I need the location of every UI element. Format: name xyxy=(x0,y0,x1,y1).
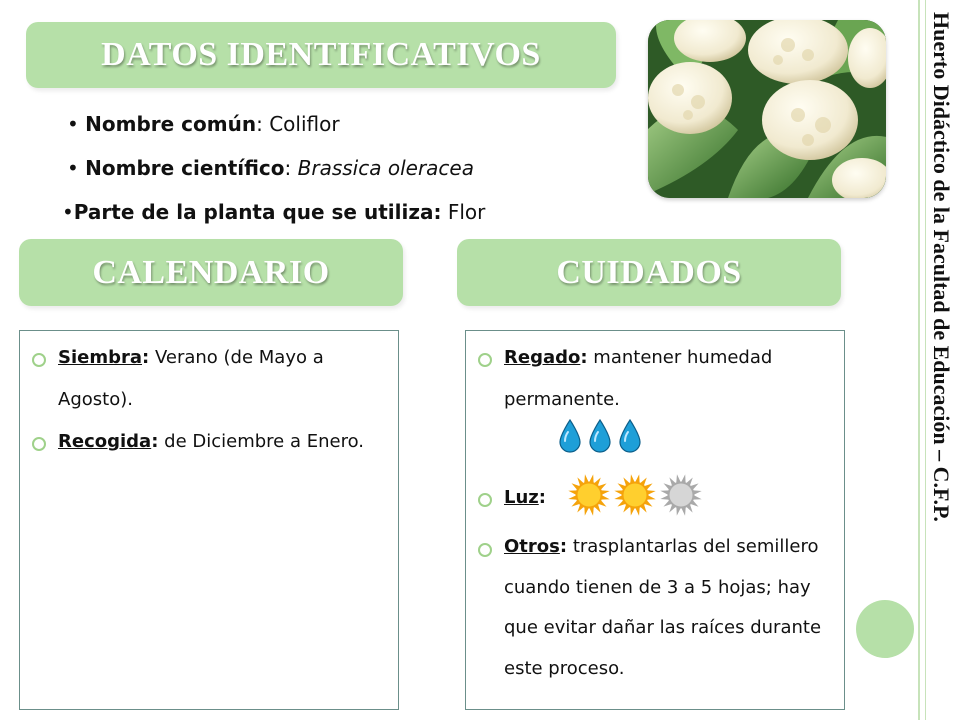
otros-line-2: que evitar dañar las raíces durante xyxy=(504,617,822,638)
bullet-icon xyxy=(32,437,46,451)
bullet-icon xyxy=(478,493,492,507)
recogida-label: Recogida xyxy=(58,431,152,452)
nombre-comun-item: • Nombre común: Coliflor xyxy=(67,112,340,136)
decorative-circle xyxy=(856,600,914,658)
water-drop-icon xyxy=(558,419,582,453)
sun-icon xyxy=(612,471,658,519)
nombre-cientifico-item: • Nombre científico: Brassica oleracea xyxy=(67,156,474,180)
calendario-title: CALENDARIO xyxy=(92,253,330,291)
cauliflower-photo xyxy=(648,20,886,198)
recogida-item: Recogida: de Diciembre a Enero. xyxy=(58,421,388,463)
recogida-value: de Diciembre a Enero. xyxy=(164,431,364,452)
parte-planta-label: Parte de la planta que se utiliza: xyxy=(73,200,442,224)
side-title: Huerto Didáctico de la Facultad de Educación – C.F.P. xyxy=(929,12,954,522)
otros-item: Otros: trasplantarlas del semillero cuando tienen de 3 a 5 hojas; hay que evitar dañar las raíces durante este proceso. xyxy=(504,527,834,689)
datos-identificativos-title: DATOS IDENTIFICATIVOS xyxy=(101,36,541,73)
luz-suns xyxy=(566,471,704,519)
otros-line-1: cuando tienen de 3 a 5 hojas; hay xyxy=(504,576,811,598)
calendario-panel xyxy=(19,330,399,710)
cuidados-title: CUIDADOS xyxy=(556,253,742,291)
cauliflower-illustration xyxy=(648,20,886,198)
luz-label: Luz xyxy=(504,487,539,508)
siembra-label: Siembra xyxy=(58,347,143,368)
nombre-cientifico-value: Brassica oleracea xyxy=(297,156,474,180)
bullet-icon xyxy=(478,353,492,367)
calendario-header xyxy=(19,239,403,306)
otros-label: Otros xyxy=(504,536,560,557)
bullet-icon xyxy=(478,543,492,557)
water-drops xyxy=(558,419,642,455)
siembra-item: Siembra: Verano (de Mayo a Agosto). xyxy=(58,337,378,421)
regado-label: Regado xyxy=(504,347,581,368)
parte-planta-value: Flor xyxy=(447,200,486,224)
water-drop-icon xyxy=(588,419,612,453)
siembra-line2: Agosto). xyxy=(58,389,133,410)
regado-line1: mantener humedad xyxy=(593,347,773,368)
cuidados-header xyxy=(457,239,841,306)
otros-line-3: este proceso. xyxy=(504,657,625,679)
nombre-cientifico-label: Nombre científico xyxy=(85,156,285,180)
nombre-comun-label: Nombre común xyxy=(85,112,257,136)
cuidados-panel xyxy=(465,330,845,710)
bullet-icon xyxy=(32,353,46,367)
regado-line2: permanente. xyxy=(504,389,620,410)
regado-item: Regado: mantener humedad permanente. xyxy=(504,337,834,421)
sun-icon xyxy=(658,471,704,519)
otros-line-0: trasplantarlas del semillero xyxy=(572,536,819,557)
water-drop-icon xyxy=(618,419,642,453)
nombre-comun-value: Coliflor xyxy=(269,112,340,136)
sun-icon xyxy=(566,471,612,519)
siembra-line1: Verano (de Mayo a xyxy=(154,347,324,368)
parte-planta-item: •Parte de la planta que se utiliza: Flor xyxy=(62,200,486,224)
luz-item: Luz: xyxy=(504,477,834,519)
datos-identificativos-header xyxy=(26,22,616,88)
